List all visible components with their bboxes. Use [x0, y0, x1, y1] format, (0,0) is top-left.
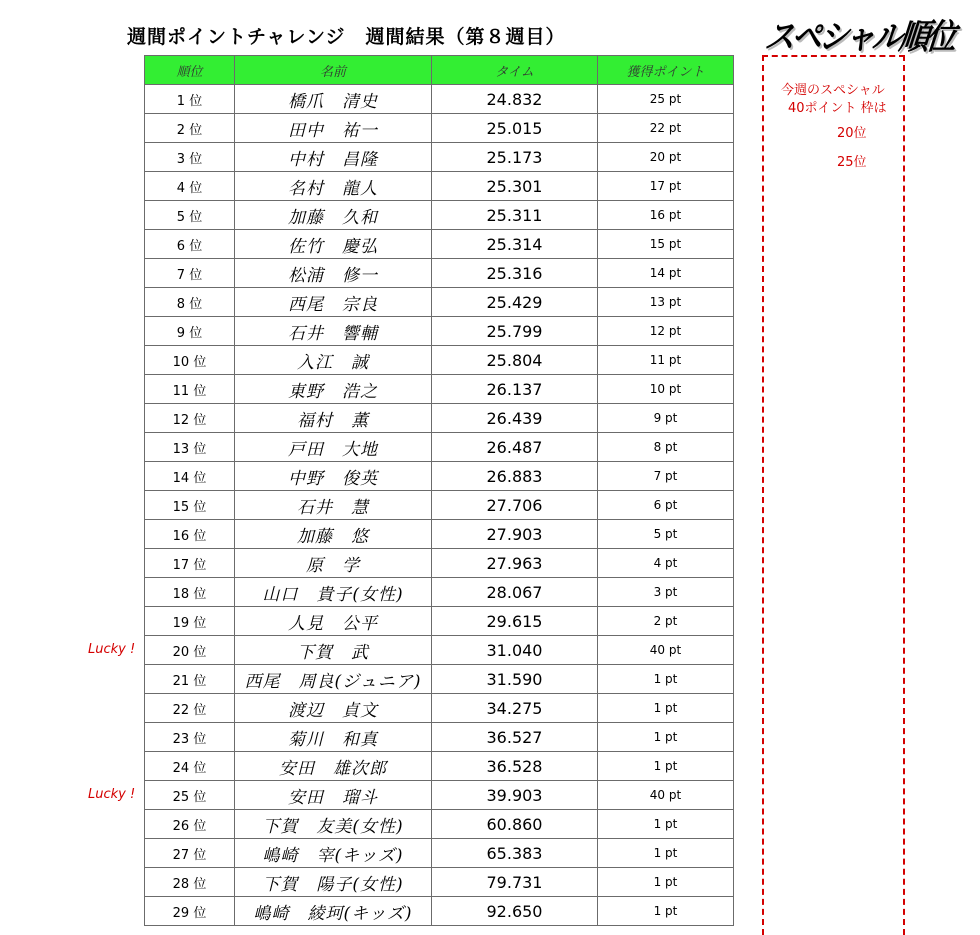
name-cell: 橋爪 清史	[235, 85, 432, 114]
rank-cell: 27 位	[145, 839, 235, 868]
table-row	[145, 462, 734, 491]
points-cell: 11 pt	[598, 346, 734, 375]
points-cell: 3 pt	[598, 578, 734, 607]
time-cell: 26.883	[432, 462, 598, 491]
name-cell: 名村 龍人	[235, 172, 432, 201]
time-cell: 27.903	[432, 520, 598, 549]
page-title: 週間ポイントチャレンジ 週間結果（第８週目）	[127, 26, 566, 48]
time-cell: 25.314	[432, 230, 598, 259]
time-cell: 28.067	[432, 578, 598, 607]
points-cell: 1 pt	[598, 839, 734, 868]
name-cell: 松浦 修一	[235, 259, 432, 288]
name-cell: 下賀 武	[235, 636, 432, 665]
points-cell: 15 pt	[598, 230, 734, 259]
rank-cell: 18 位	[145, 578, 235, 607]
name-cell: 安田 雄次郎	[235, 752, 432, 781]
lucky-marker: Lucky !	[88, 787, 136, 802]
table-row	[145, 520, 734, 549]
name-cell: 田中 祐一	[235, 114, 432, 143]
points-cell: 1 pt	[598, 665, 734, 694]
rank-cell: 17 位	[145, 549, 235, 578]
special-rank-a: 20位	[837, 126, 867, 141]
rank-cell: 22 位	[145, 694, 235, 723]
name-cell: 戸田 大地	[235, 433, 432, 462]
name-cell: 下賀 友美(女性)	[235, 810, 432, 839]
table-row	[145, 491, 734, 520]
time-cell: 39.903	[432, 781, 598, 810]
time-cell: 34.275	[432, 694, 598, 723]
rank-cell: 19 位	[145, 607, 235, 636]
header-time: タイム	[432, 56, 598, 85]
points-cell: 40 pt	[598, 781, 734, 810]
rank-cell: 15 位	[145, 491, 235, 520]
rank-cell: 13 位	[145, 433, 235, 462]
rank-cell: 29 位	[145, 897, 235, 926]
table-row	[145, 172, 734, 201]
name-cell: 西尾 周良(ジュニア)	[235, 665, 432, 694]
lucky-marker: Lucky !	[88, 642, 136, 657]
time-cell: 25.301	[432, 172, 598, 201]
rank-cell: 20 位	[145, 636, 235, 665]
name-cell: 福村 薫	[235, 404, 432, 433]
time-cell: 60.860	[432, 810, 598, 839]
rank-cell: 4 位	[145, 172, 235, 201]
rank-cell: 25 位	[145, 781, 235, 810]
table-row	[145, 288, 734, 317]
time-cell: 25.311	[432, 201, 598, 230]
points-cell: 14 pt	[598, 259, 734, 288]
time-cell: 25.316	[432, 259, 598, 288]
rank-cell: 10 位	[145, 346, 235, 375]
rank-cell: 16 位	[145, 520, 235, 549]
results-body	[145, 85, 734, 926]
table-row	[145, 781, 734, 810]
table-row	[145, 549, 734, 578]
name-cell: 石井 慧	[235, 491, 432, 520]
table-row	[145, 230, 734, 259]
table-row	[145, 665, 734, 694]
points-cell: 10 pt	[598, 375, 734, 404]
table-row	[145, 810, 734, 839]
points-cell: 1 pt	[598, 752, 734, 781]
rank-cell: 8 位	[145, 288, 235, 317]
points-cell: 7 pt	[598, 462, 734, 491]
rank-cell: 28 位	[145, 868, 235, 897]
results-table	[144, 55, 734, 926]
name-cell: 山口 貴子(女性)	[235, 578, 432, 607]
table-row	[145, 201, 734, 230]
name-cell: 加藤 悠	[235, 520, 432, 549]
rank-cell: 24 位	[145, 752, 235, 781]
rank-cell: 21 位	[145, 665, 235, 694]
points-cell: 22 pt	[598, 114, 734, 143]
header-name: 名前	[235, 56, 432, 85]
rank-cell: 26 位	[145, 810, 235, 839]
table-row	[145, 375, 734, 404]
rank-cell: 2 位	[145, 114, 235, 143]
name-cell: 渡辺 貞文	[235, 694, 432, 723]
name-cell: 菊川 和真	[235, 723, 432, 752]
name-cell: 石井 響輔	[235, 317, 432, 346]
table-row	[145, 723, 734, 752]
name-cell: 佐竹 慶弘	[235, 230, 432, 259]
time-cell: 31.590	[432, 665, 598, 694]
points-cell: 25 pt	[598, 85, 734, 114]
table-row	[145, 114, 734, 143]
time-cell: 26.487	[432, 433, 598, 462]
points-cell: 5 pt	[598, 520, 734, 549]
table-row	[145, 636, 734, 665]
time-cell: 25.429	[432, 288, 598, 317]
table-row	[145, 259, 734, 288]
time-cell: 36.527	[432, 723, 598, 752]
rank-cell: 11 位	[145, 375, 235, 404]
time-cell: 27.706	[432, 491, 598, 520]
table-row	[145, 752, 734, 781]
name-cell: 西尾 宗良	[235, 288, 432, 317]
time-cell: 25.804	[432, 346, 598, 375]
rank-cell: 23 位	[145, 723, 235, 752]
points-cell: 16 pt	[598, 201, 734, 230]
header-rank: 順位	[145, 56, 235, 85]
rank-cell: 3 位	[145, 143, 235, 172]
special-ranking-box	[762, 55, 905, 935]
points-cell: 1 pt	[598, 897, 734, 926]
table-row	[145, 433, 734, 462]
points-cell: 40 pt	[598, 636, 734, 665]
rank-cell: 7 位	[145, 259, 235, 288]
points-cell: 4 pt	[598, 549, 734, 578]
header-points: 獲得ポイント	[598, 56, 734, 85]
time-cell: 92.650	[432, 897, 598, 926]
table-row	[145, 897, 734, 926]
rank-cell: 6 位	[145, 230, 235, 259]
table-row	[145, 346, 734, 375]
name-cell: 嶋崎 宰(キッズ)	[235, 839, 432, 868]
special-rank-b: 25位	[837, 155, 867, 170]
rank-cell: 1 位	[145, 85, 235, 114]
rank-cell: 14 位	[145, 462, 235, 491]
time-cell: 79.731	[432, 868, 598, 897]
time-cell: 29.615	[432, 607, 598, 636]
points-cell: 1 pt	[598, 694, 734, 723]
time-cell: 25.799	[432, 317, 598, 346]
name-cell: 中村 昌隆	[235, 143, 432, 172]
name-cell: 加藤 久和	[235, 201, 432, 230]
name-cell: 入江 誠	[235, 346, 432, 375]
time-cell: 25.015	[432, 114, 598, 143]
name-cell: 下賀 陽子(女性)	[235, 868, 432, 897]
table-row	[145, 607, 734, 636]
points-cell: 12 pt	[598, 317, 734, 346]
name-cell: 原 学	[235, 549, 432, 578]
name-cell: 中野 俊英	[235, 462, 432, 491]
time-cell: 26.137	[432, 375, 598, 404]
points-cell: 1 pt	[598, 723, 734, 752]
table-row	[145, 694, 734, 723]
table-header-row	[145, 56, 734, 85]
rank-cell: 5 位	[145, 201, 235, 230]
special-note-line1: 今週のスペシャル	[781, 83, 885, 98]
points-cell: 1 pt	[598, 868, 734, 897]
time-cell: 65.383	[432, 839, 598, 868]
table-row	[145, 317, 734, 346]
table-row	[145, 143, 734, 172]
table-row	[145, 404, 734, 433]
time-cell: 27.963	[432, 549, 598, 578]
table-row	[145, 85, 734, 114]
special-note-line2: 40ポイント 枠は	[788, 101, 887, 116]
table-row	[145, 868, 734, 897]
points-cell: 6 pt	[598, 491, 734, 520]
points-cell: 13 pt	[598, 288, 734, 317]
time-cell: 36.528	[432, 752, 598, 781]
time-cell: 26.439	[432, 404, 598, 433]
name-cell: 安田 瑠斗	[235, 781, 432, 810]
points-cell: 8 pt	[598, 433, 734, 462]
name-cell: 人見 公平	[235, 607, 432, 636]
special-ranking-heading: スペシャル順位	[762, 17, 956, 58]
points-cell: 20 pt	[598, 143, 734, 172]
name-cell: 東野 浩之	[235, 375, 432, 404]
time-cell: 25.173	[432, 143, 598, 172]
rank-cell: 9 位	[145, 317, 235, 346]
table-row	[145, 578, 734, 607]
points-cell: 9 pt	[598, 404, 734, 433]
rank-cell: 12 位	[145, 404, 235, 433]
time-cell: 24.832	[432, 85, 598, 114]
points-cell: 17 pt	[598, 172, 734, 201]
name-cell: 嶋崎 綾珂(キッズ)	[235, 897, 432, 926]
time-cell: 31.040	[432, 636, 598, 665]
points-cell: 2 pt	[598, 607, 734, 636]
points-cell: 1 pt	[598, 810, 734, 839]
table-row	[145, 839, 734, 868]
